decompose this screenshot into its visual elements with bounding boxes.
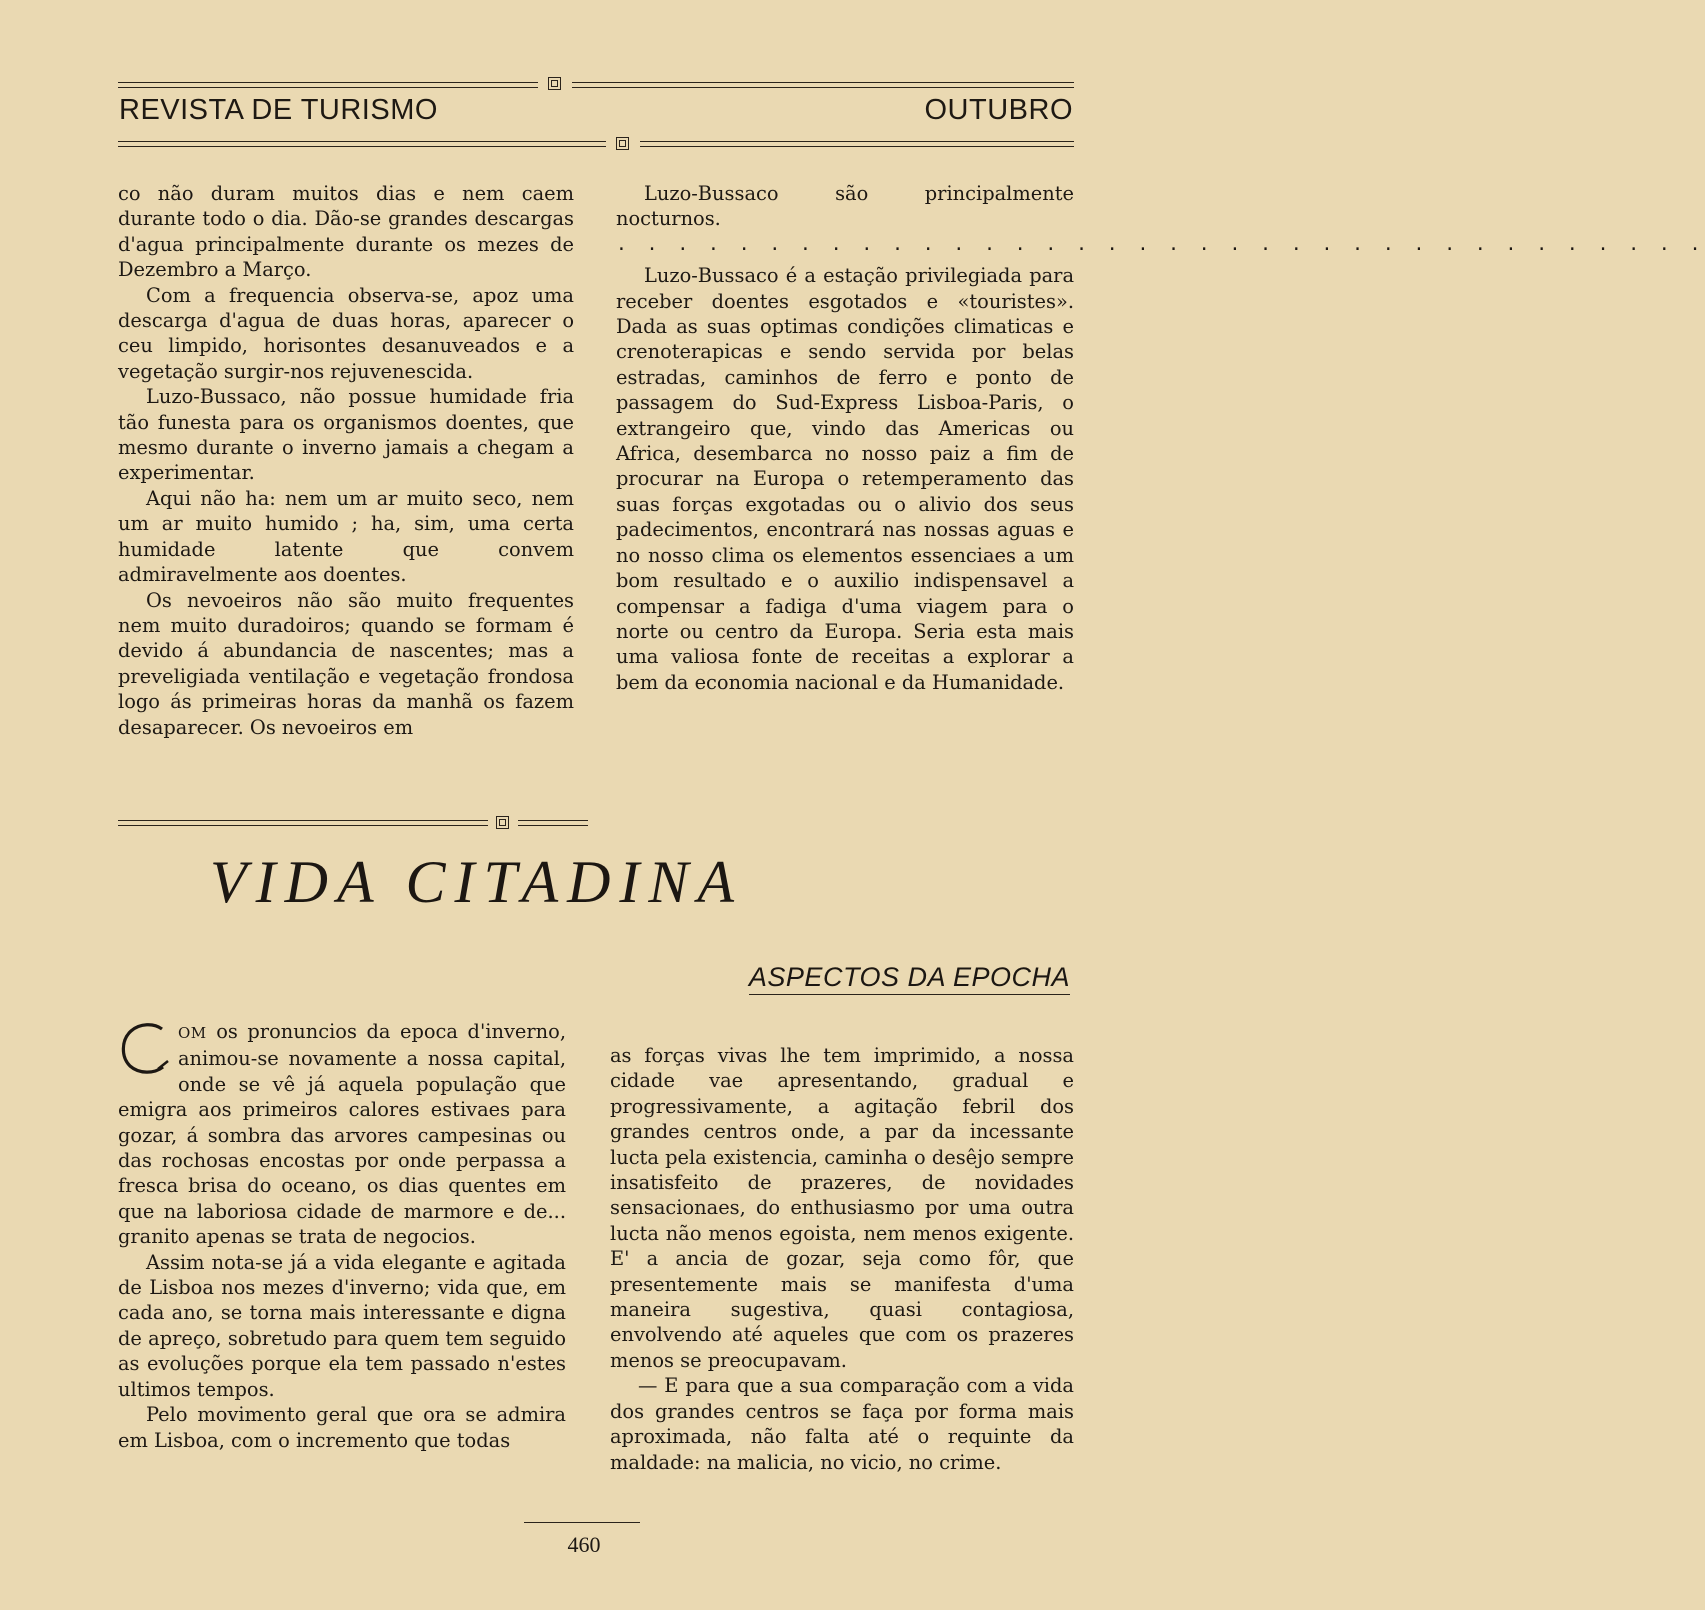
lead-smallcaps: OM (178, 1024, 207, 1042)
drop-cap-c-icon (118, 1021, 174, 1075)
paragraph: Luzo-Bussaco é a estação privilegiada para receber doentes esgotados e «touristes». Dada as suas optimas condições climaticas e crenoterapicas e sendo servida por belas estradas, caminhos de ferro e ponto de passagem do Sud-Express Lisboa-Paris, o extrangeiro que, vindo das Americas ou Africa, desembarca no nosso paiz a fim de procurar na Europa o retemperamento das suas forças exgotadas ou o alivio dos seus padecimentos, encontrará nas nossas aguas e no nosso clima os elementos essenciaes a um bom resultado e o auxilio indispensavel a compensar a fadiga d'uma viagem para o norte ou centro da Europa. Seria esta mais uma valiosa fonte de receitas a explorar a bem da economia nacional e da Humanidade. (616, 264, 1074, 694)
paragraph: Luzo-Bussaco são principalmente nocturnos. (616, 182, 1074, 231)
issue-month: OUTUBRO (924, 94, 1073, 126)
section-title: VIDA CITADINA (210, 849, 744, 915)
page-number: 460 (567, 1532, 601, 1557)
paragraph: as forças vivas lhe tem imprimido, a nossa cidade vae apresentando, gradual e progressivamente, a agitação febril dos grandes centros onde, a par da incessante lucta pela existencia, caminha o desêjo sempre insatisfeito de prazeres, de novidades sensacionaes, do enthusiasmo por uma outra lucta não menos egoista, nem menos exigente. E' a ancia de gozar, seja como fôr, que presentemente mais se manifesta d'uma maneira sugestiva, quasi contagiosa, envolvendo até aqueles que com os prazeres menos se preocupavam. (610, 1044, 1074, 1372)
paragraph: os pronuncios da epoca d'inverno, animou-se novamente a nossa capital, onde se vê já aquela população que emigra aos primeiros calores estivaes para gozar, á sombra das arvores campesinas ou das rochosas encostas por onde perpassa a fresca brisa do oceano, os dias quentes em que na laboriosa cidade de marmore e de... granito apenas se trata de negocios. (118, 1020, 566, 1249)
bottom-left-column (118, 1019, 566, 1453)
paragraph: Os nevoeiros não são muito frequentes nem muito duradoiros; quando se formam é devido á abundancia de nascentes; mas a preveligiada ventilação e vegetação frondosa logo ás primeiras horas da manhã os fazem desaparecer. Os nevoeiros em (118, 588, 574, 739)
footer-rule (524, 1522, 640, 1523)
paragraph: Assim nota-se já a vida elegante e agitada de Lisboa nos mezes d'inverno; vida que, em cada ano, se torna mais interessante e digna de apreço, sobretudo para quem tem seguido as evoluções porque ela tem passado n'estes ultimos tempos. (118, 1250, 566, 1401)
paragraph: — E para que a sua comparação com a vida dos grandes centros se faça por forma mais aproximada, não falta até o requinte da maldade: na malicia, no vicio, no crime. (610, 1374, 1074, 1474)
section-ornament-icon (496, 816, 509, 829)
paragraph: Luzo-Bussaco, não possue humidade fria tão funesta para os organismos doentes, que mesmo durante o inverno jamais a chegam a experimentar. (118, 385, 574, 485)
top-left-column (118, 181, 574, 740)
header-ornament-icon (616, 137, 629, 150)
paragraph: Com a frequencia observa-se, apoz uma descarga d'agua de duas horas, aparecer o ceu limpido, horisontes desanuveados e a vegetação surgir-nos rejuvenescida. (118, 283, 574, 383)
paragraph: co não duram muitos dias e nem caem durante todo o dia. Dão-se grandes descargas d'agua principalmente durante os mezes de Dezembro a Março. (118, 182, 574, 282)
top-right-column (616, 181, 1705, 695)
section-subtitle: ASPECTOS DA EPOCHA (749, 962, 1070, 995)
paragraph: Aqui não ha: nem um ar muito seco, nem um ar muito humido ; ha, sim, uma certa humidade latente que convem admiravelmente aos doentes. (118, 486, 574, 587)
ellipsis-divider: . . . . . . . . . . . . . . . . . . . . . . . . . . . . . . . . . . . . (616, 233, 1705, 255)
journal-title: REVISTA DE TURISMO (119, 94, 438, 126)
bottom-right-column (610, 1043, 1074, 1475)
header-ornament-icon (548, 77, 561, 90)
paragraph: Pelo movimento geral que ora se admira em Lisboa, com o incremento que todas (118, 1403, 566, 1452)
